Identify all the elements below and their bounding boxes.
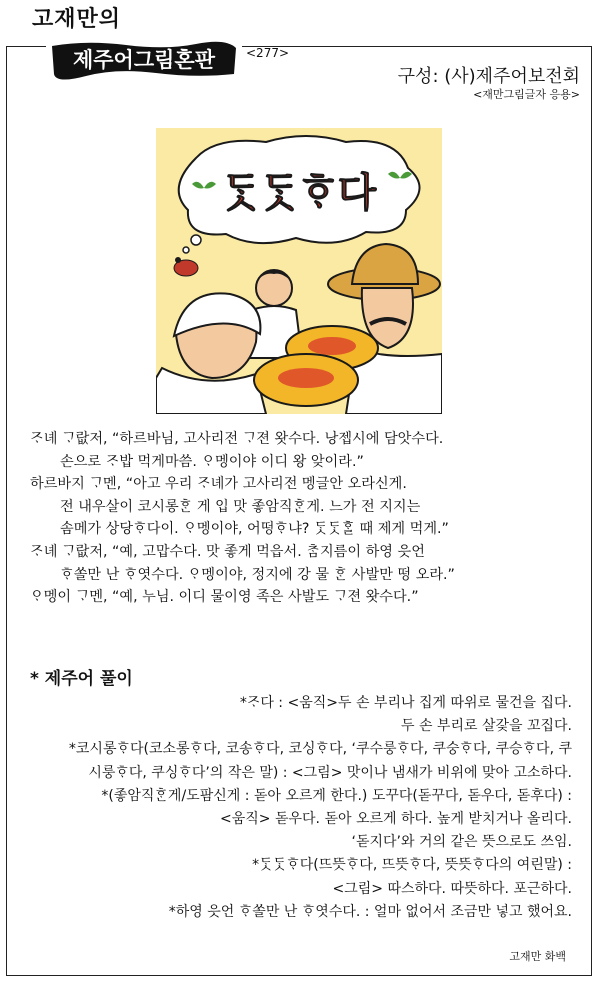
logo-brush-text bbox=[46, 36, 242, 82]
glossary-line: *ᄌᆞ다 : <움직>두 손 부리나 집게 따위로 물건을 집다. bbox=[239, 695, 572, 711]
series-logo bbox=[46, 36, 242, 82]
dialogue-line: ᄒᆞ쏠만 난 ᄒᆞ엿수다. ᄋᆞ멩이야, 정지에 강 물 ᄒᆞᆫ 사발만 떵 오라.” bbox=[60, 566, 455, 583]
logo-text: 제주어그림혼판 bbox=[72, 48, 216, 72]
credit-subtitle: <재만그림글자 응용> bbox=[473, 88, 580, 101]
glossary-line: 두 손 부리로 살갗을 꼬집다. bbox=[400, 718, 572, 735]
glossary-line: 시룽ᄒᆞ다, 쿠싱ᄒᆞ다’의 작은 말) : <그림> 맛이나 냄새가 비위에 맞아 고소하다. bbox=[88, 764, 572, 781]
dialogue-line: 전 내우살이 코시롱ᄒᆞᆫ 게 입 맛 좋암직ᄒᆞᆫ게. 느가 전 지지는 bbox=[60, 498, 421, 515]
cartoon-illustration bbox=[156, 128, 442, 414]
glossary-line: <그림> 따스하다. 따뜻하다. 포근하다. bbox=[332, 880, 572, 897]
dialogue-text bbox=[30, 428, 575, 609]
dialogue-line: 손으로 ᄌᆞ밥 먹게마씀. ᄋᆞ멩이야 이디 왕 앚이라.” bbox=[60, 453, 364, 470]
artist-signature: 고재만 화백 bbox=[509, 950, 566, 963]
glossary-line: *하영 읏언 ᄒᆞ쏠만 난 ᄒᆞ엿수다. : 얼마 없어서 조금만 넣고 했어요. bbox=[168, 903, 572, 920]
glossary-line: *(좋암직ᄒᆞᆫ게/도팜신게 : 돋아 오르게 한다.) 도꾸다(돋꾸다, 돋우다, 돋후다) : bbox=[101, 787, 572, 804]
dialogue-line: ᄋᆞ멩이 ᄀᆞ멘, “예, 누님. 이디 물이영 족은 사발도 ᄀᆞ젼 왓수다.” bbox=[30, 589, 419, 606]
glossary-text bbox=[24, 692, 572, 924]
credit-line: 구성: (사)제주어보전회 bbox=[397, 66, 580, 87]
glossary-line: *ᄃᆞᆺᄃᆞᆺᄒᆞ다(뜨뜻ᄒᆞ다, 뜨뜻ᄒᆞ다, 뜻뜻ᄒᆞ다의 여린말) : bbox=[252, 857, 572, 874]
glossary-line: <움직> 돋우다. 돋아 오르게 하다. 높게 받치거나 올리다. bbox=[220, 811, 572, 828]
episode-number: <277> bbox=[246, 46, 290, 60]
glossary-line: *코시롱ᄒᆞ다(코소롱ᄒᆞ다, 코송ᄒᆞ다, 코싱ᄒᆞ다, ‘쿠수룽ᄒᆞ다, 쿠숭ᄒᆞ다, 쿠승ᄒᆞ다, 쿠 bbox=[68, 741, 572, 758]
dialogue-line: ᄌᆞ녜 ᄀᆞ랎저, “하르바님, 고사리전 ᄀᆞ젼 왓수다. 낭젭시에 담앗수다. bbox=[30, 431, 444, 447]
dialogue-line: 솜메가 상당ᄒᆞ다이. ᄋᆞ멩이야, 어떵ᄒᆞ냐? ᄃᆞᆺᄃᆞᆺᄒᆞᆯ 때 제게 먹게.” bbox=[60, 521, 449, 538]
dialogue-line: 하르바지 ᄀᆞ멘, “아고 우리 ᄌᆞ녜가 고사리전 멩글안 오라신게. bbox=[30, 476, 407, 493]
glossary-heading: * 제주어 풀이 bbox=[30, 669, 133, 689]
illustration-drawing bbox=[156, 128, 442, 414]
series-title: 고재만의 bbox=[32, 7, 122, 32]
glossary-line: ‘돋지다’와 거의 같은 뜻으로도 쓰임. bbox=[351, 834, 572, 851]
bubble-title-text: ᄃᆞᆺᄃᆞᆺᄒᆞ다 bbox=[221, 170, 377, 216]
dialogue-line: ᄌᆞ녜 ᄀᆞ랎저, “예, 고맙수다. 맛 좋게 먹읍서. ᄎᆞᆷ지름이 하영 읏언 bbox=[30, 543, 425, 560]
